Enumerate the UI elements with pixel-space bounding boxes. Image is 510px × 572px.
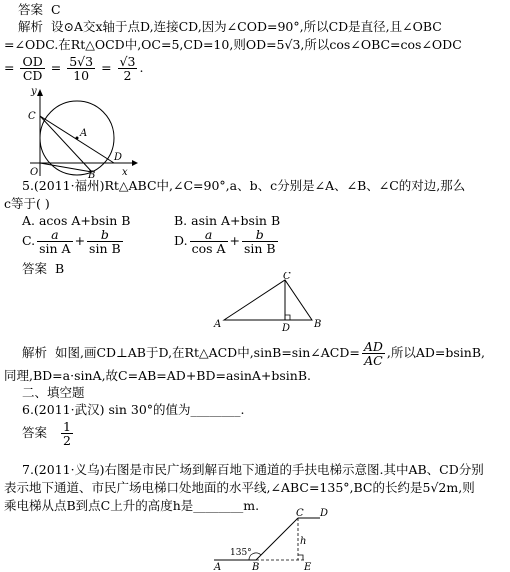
label-x: x	[122, 167, 128, 178]
label-angle-135: 135°	[230, 548, 252, 558]
segment-bc	[256, 518, 298, 560]
label-d: D	[320, 508, 329, 519]
analysis-label: 解析	[18, 19, 44, 34]
q7-stem-line-1: 7.(2011·义乌)右图是市民广场到解百地下通道的手扶电梯示意图.其中AB、CD分别	[22, 462, 484, 477]
q4-frac2-den: 10	[73, 68, 90, 83]
q5-option-a: A. acos A+bsin B	[22, 213, 131, 228]
x-axis-arrow	[132, 160, 138, 166]
q5-frac-num: AD	[363, 339, 383, 354]
triangle-abc	[224, 280, 312, 320]
q6-stem: 6.(2011·武汉) sin 30°的值为________.	[22, 402, 245, 417]
label-e: E	[304, 562, 312, 572]
answer-label: 答案	[22, 425, 48, 440]
q4-end: .	[139, 60, 144, 75]
q4-analysis-line-3	[4, 55, 143, 82]
q5-d-f2-den: sin B	[244, 241, 276, 256]
q5-option-d-frac1	[190, 228, 228, 255]
center-point-a	[76, 137, 79, 140]
q6-answer-den: 2	[62, 433, 71, 448]
q5-d-f1-num: a	[190, 228, 228, 242]
q4-analysis-text-1: 设⊙A交x轴于点D,连接CD,因为∠COD=90°,所以CD是直径,且∠OBC	[50, 19, 442, 34]
label-c: C	[296, 508, 304, 519]
label-a: A	[214, 319, 222, 330]
label-a: A	[80, 128, 88, 139]
q4-frac3-den: 2	[123, 68, 132, 83]
q5-option-c-frac2	[87, 228, 123, 255]
answer-label: 答案	[22, 261, 48, 276]
q4-frac-5root3-10	[67, 55, 95, 82]
q5-c-plus: +	[74, 233, 86, 248]
q7-escalator-figure	[208, 508, 338, 572]
q5-option-b: B. asin A+bsin B	[174, 213, 281, 228]
q5-c-f1-den: sin A	[39, 241, 71, 256]
q5-triangle-figure	[210, 272, 330, 334]
answer-label: 答案	[18, 2, 44, 17]
q5-option-c-label: C.	[22, 233, 36, 248]
q4-eq2: =	[101, 60, 112, 75]
q4-frac-od-cd	[20, 55, 44, 82]
q5-c-f2-den: sin B	[89, 241, 121, 256]
label-a: A	[214, 562, 222, 572]
q5-option-d-label: D.	[174, 233, 188, 248]
q4-frac3-num: √3	[119, 54, 136, 69]
q5-stem-line-1: 5.(2011·福州)Rt△ABC中,∠C=90°,a、b、c分别是∠A、∠B、∠C的对边,那么	[22, 178, 466, 193]
segment-ob	[40, 163, 92, 172]
q5-analysis-line-1	[22, 340, 485, 367]
label-d: D	[282, 323, 291, 334]
q6-answer-frac	[61, 420, 73, 447]
q5-option-c	[22, 228, 125, 255]
q5-option-c-frac1	[37, 228, 72, 255]
q5-stem-line-2: c等于( )	[4, 196, 50, 211]
q5-analysis-line-2: 同理,BD=a·sinA,故C=AB=AD+BD=asinA+bsinB.	[4, 368, 312, 383]
label-c: C	[28, 111, 36, 122]
q5-frac-den: AC	[364, 353, 383, 368]
q5-d-f2-num: b	[242, 228, 278, 242]
q7-stem-line-3: 乘电梯从点B到点C上升的高度h是________m.	[4, 498, 260, 513]
q4-frac1-den: CD	[22, 68, 43, 83]
q6-answer-line	[22, 420, 75, 447]
q5-c-f1-num: a	[37, 228, 72, 242]
label-b: B	[314, 319, 322, 330]
q7-stem-line-2: 表示地下通道、市民广场电梯口处地面的水平线,∠ABC=135°,BC的长约是5√2m,则	[4, 480, 475, 495]
q5-answer: B	[54, 261, 65, 276]
q6-answer-num: 1	[62, 419, 71, 434]
q5-analysis-suffix: ,所以AD=bsinB,	[386, 345, 486, 360]
label-b: B	[252, 562, 260, 572]
label-o: O	[30, 167, 39, 178]
q5-analysis-frac	[362, 340, 385, 367]
section-fill-in-blank: 二、填空题	[22, 385, 85, 400]
q5-d-plus: +	[229, 233, 240, 248]
q4-answer: C	[50, 2, 61, 17]
q4-eq1: =	[50, 60, 62, 75]
label-h: h	[300, 536, 307, 547]
q4-frac1-num: OD	[22, 54, 43, 69]
y-axis-arrow	[37, 89, 43, 96]
label-d: D	[114, 152, 123, 163]
right-angle-mark	[285, 315, 290, 320]
label-y: y	[31, 88, 37, 97]
q4-frac2-num: 5√3	[69, 54, 94, 69]
q4-circle-figure	[20, 88, 140, 178]
q5-answer-line	[22, 261, 64, 277]
label-b: B	[88, 170, 96, 178]
label-c: C	[283, 272, 291, 282]
q4-eq-prefix: =	[4, 60, 15, 75]
q4-frac-root3-2	[118, 55, 138, 82]
q4-analysis-line-2: =∠ODC.在Rt△OCD中,OC=5,CD=10,则OD=5√3,所以cos∠OBC=cos∠ODC	[4, 37, 462, 52]
q5-option-d	[174, 228, 280, 255]
analysis-label: 解析	[22, 345, 48, 360]
right-angle-mark	[298, 555, 303, 560]
q4-analysis-line-1	[18, 19, 442, 35]
q5-c-f2-num: b	[87, 228, 123, 242]
q5-analysis-prefix: 如图,画CD⊥AB于D,在Rt△ACD中,sinB=sin∠ACD=	[54, 345, 360, 360]
q4-answer-line	[18, 2, 61, 18]
q5-d-f1-den: cos A	[191, 241, 226, 256]
q5-option-d-frac2	[242, 228, 278, 255]
